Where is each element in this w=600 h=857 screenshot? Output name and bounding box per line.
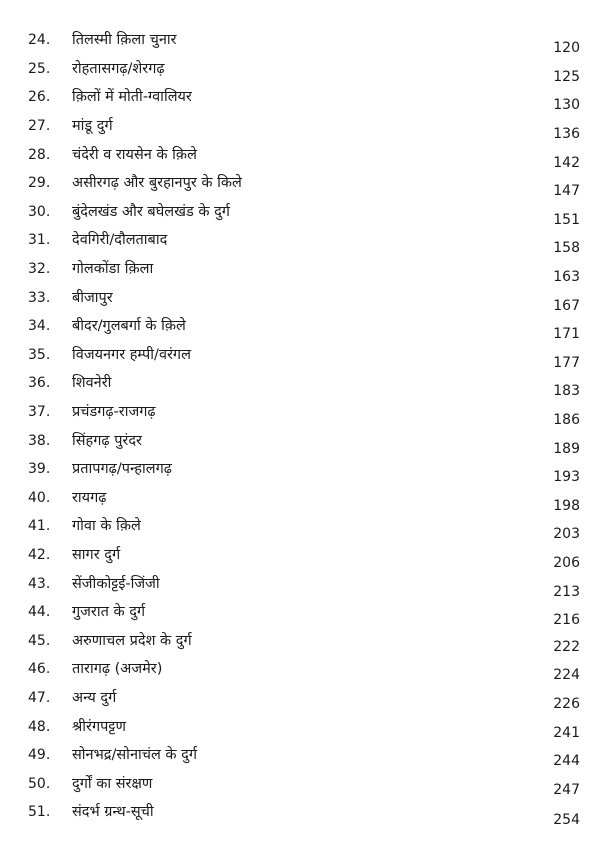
entry-title: असीरगढ़ और बुरहानपुर के किले [72, 175, 242, 191]
entry-page-number: 241 [553, 725, 580, 741]
entry-title: बीजापुर [72, 290, 113, 306]
entry-page-number: 177 [553, 355, 580, 371]
entry-number: 36. [28, 375, 51, 391]
entry-page-number: 254 [553, 812, 580, 828]
entry-title: प्रतापगढ़/पन्हालगढ़ [72, 461, 172, 477]
entry-page-number: 216 [553, 612, 580, 628]
toc-entry [0, 173, 600, 201]
entry-number: 26. [28, 89, 51, 105]
entry-title: श्रीरंगपट्टण [72, 719, 126, 735]
toc-entry [0, 774, 600, 802]
toc-entry [0, 316, 600, 344]
toc-entry [0, 202, 600, 230]
toc-entry [0, 631, 600, 659]
entry-page-number: 189 [553, 441, 580, 457]
entry-number: 42. [28, 547, 51, 563]
entry-title: सागर दुर्ग [72, 547, 121, 563]
entry-page-number: 151 [553, 212, 580, 228]
toc-entry [0, 516, 600, 544]
toc-entry [0, 230, 600, 258]
entry-page-number: 125 [553, 69, 580, 85]
toc-entry [0, 59, 600, 87]
entry-number: 44. [28, 604, 51, 620]
entry-page-number: 142 [553, 155, 580, 171]
entry-page-number: 136 [553, 126, 580, 142]
entry-number: 49. [28, 747, 51, 763]
entry-number: 25. [28, 61, 51, 77]
toc-entry [0, 602, 600, 630]
toc-entry [0, 288, 600, 316]
entry-title: गोलकोंडा क़िला [72, 261, 154, 277]
entry-page-number: 222 [553, 639, 580, 655]
toc-entry [0, 402, 600, 430]
entry-title: अरुणाचल प्रदेश के दुर्ग [72, 633, 192, 649]
entry-title: रोहतासगढ़/शेरगढ़ [72, 61, 165, 77]
entry-number: 39. [28, 461, 51, 477]
toc-entry [0, 574, 600, 602]
toc-entry [0, 373, 600, 401]
entry-number: 29. [28, 175, 51, 191]
entry-page-number: 193 [553, 469, 580, 485]
entry-number: 47. [28, 690, 51, 706]
entry-title: मांडू दुर्ग [72, 118, 113, 134]
entry-title: संदर्भ ग्रन्थ-सूची [72, 804, 154, 820]
entry-page-number: 158 [553, 240, 580, 256]
toc-entry [0, 659, 600, 687]
entry-page-number: 130 [553, 97, 580, 113]
toc-entry [0, 688, 600, 716]
entry-title: प्रचंडगढ़-राजगढ़ [72, 404, 156, 420]
toc-entry [0, 145, 600, 173]
entry-number: 45. [28, 633, 51, 649]
entry-number: 24. [28, 32, 51, 48]
entry-number: 32. [28, 261, 51, 277]
entry-page-number: 186 [553, 412, 580, 428]
toc-entry [0, 802, 600, 830]
entry-title: शिवनेरी [72, 375, 112, 391]
entry-page-number: 226 [553, 696, 580, 712]
toc-entry [0, 431, 600, 459]
entry-title: सिंहगढ़ पुरंदर [72, 433, 142, 449]
entry-number: 40. [28, 490, 51, 506]
entry-page-number: 244 [553, 753, 580, 769]
entry-page-number: 147 [553, 183, 580, 199]
entry-page-number: 206 [553, 555, 580, 571]
entry-title: तारागढ़ (अजमेर) [72, 661, 163, 677]
entry-title: चंदेरी व रायसेन के क़िले [72, 147, 197, 163]
entry-title: रायगढ़ [72, 490, 107, 506]
entry-number: 43. [28, 576, 51, 592]
entry-number: 48. [28, 719, 51, 735]
entry-number: 31. [28, 232, 51, 248]
entry-page-number: 247 [553, 782, 580, 798]
entry-title: दुर्गों का संरक्षण [72, 776, 153, 792]
entry-title: क़िलों में मोती-ग्वालियर [72, 89, 192, 105]
entry-title: अन्य दुर्ग [72, 690, 117, 706]
entry-title: बीदर/गुलबर्गा के क़िले [72, 318, 186, 334]
entry-number: 46. [28, 661, 51, 677]
entry-page-number: 167 [553, 298, 580, 314]
entry-number: 34. [28, 318, 51, 334]
toc-entry [0, 116, 600, 144]
entry-page-number: 183 [553, 383, 580, 399]
entry-title: देवगिरी/दौलताबाद [72, 232, 168, 248]
entry-number: 35. [28, 347, 51, 363]
entry-number: 30. [28, 204, 51, 220]
entry-title: तिलस्मी क़िला चुनार [72, 32, 177, 48]
toc-entry [0, 259, 600, 287]
toc-entry [0, 459, 600, 487]
entry-number: 27. [28, 118, 51, 134]
entry-page-number: 213 [553, 584, 580, 600]
entry-page-number: 163 [553, 269, 580, 285]
toc-entry [0, 30, 600, 58]
entry-title: गोवा के क़िले [72, 518, 141, 534]
entry-page-number: 171 [553, 326, 580, 342]
entry-number: 38. [28, 433, 51, 449]
entry-number: 37. [28, 404, 51, 420]
toc-entry [0, 545, 600, 573]
entry-number: 41. [28, 518, 51, 534]
toc-entry [0, 488, 600, 516]
entry-number: 33. [28, 290, 51, 306]
entry-number: 51. [28, 804, 51, 820]
toc-entry [0, 87, 600, 115]
entry-title: सोनभद्र/सोनाचंल के दुर्ग [72, 747, 197, 763]
entry-page-number: 224 [553, 667, 580, 683]
entry-page-number: 203 [553, 526, 580, 542]
entry-title: सेंजीकोट्टई-जिंजी [72, 576, 160, 592]
entry-title: विजयनगर हम्पी/वरंगल [72, 347, 191, 363]
entry-title: बुंदेलखंड और बघेलखंड के दुर्ग [72, 204, 230, 220]
entry-number: 28. [28, 147, 51, 163]
toc-entry [0, 717, 600, 745]
toc-entry [0, 745, 600, 773]
entry-number: 50. [28, 776, 51, 792]
entry-page-number: 120 [553, 40, 580, 56]
toc-entry [0, 345, 600, 373]
entry-title: गुजरात के दुर्ग [72, 604, 146, 620]
entry-page-number: 198 [553, 498, 580, 514]
